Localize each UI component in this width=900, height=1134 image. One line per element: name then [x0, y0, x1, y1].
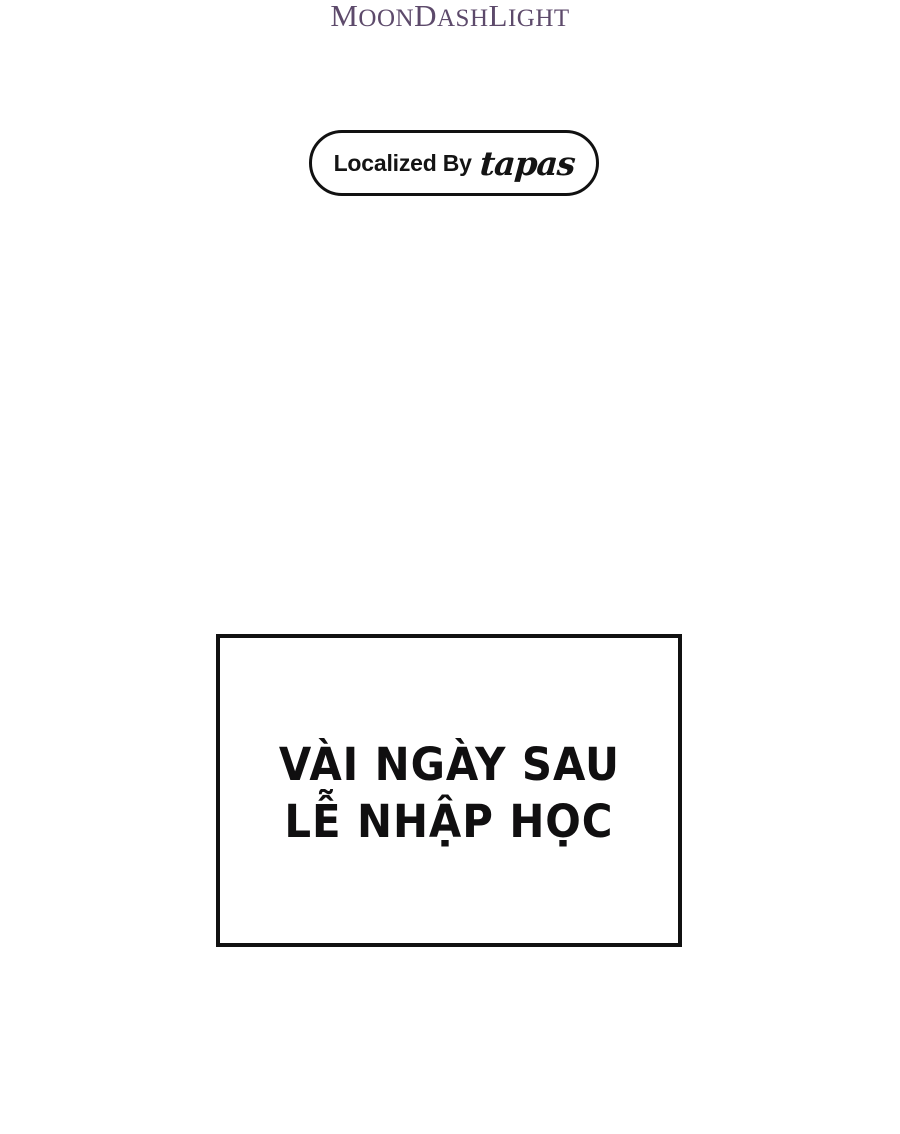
caption-text-block: [266, 737, 633, 848]
brand-letter-m: M: [330, 0, 359, 33]
brand-letter-d: D: [414, 0, 437, 33]
caption-line-1: VÀI NGÀY SAU: [278, 737, 620, 791]
localized-by-badge: [309, 130, 599, 196]
caption-panel: [216, 634, 682, 947]
caption-line-2: LỄ NHẬP HỌC: [284, 794, 614, 848]
brand-text-oon: OON: [358, 5, 415, 32]
brand-letter-l: L: [488, 0, 508, 33]
localized-by-label: Localized By: [333, 149, 472, 176]
brand-text-ash: ASH: [436, 5, 489, 32]
tapas-logo: tapas: [478, 143, 576, 183]
brand-watermark: [0, 0, 900, 34]
brand-text-ight: IGHT: [507, 5, 570, 32]
